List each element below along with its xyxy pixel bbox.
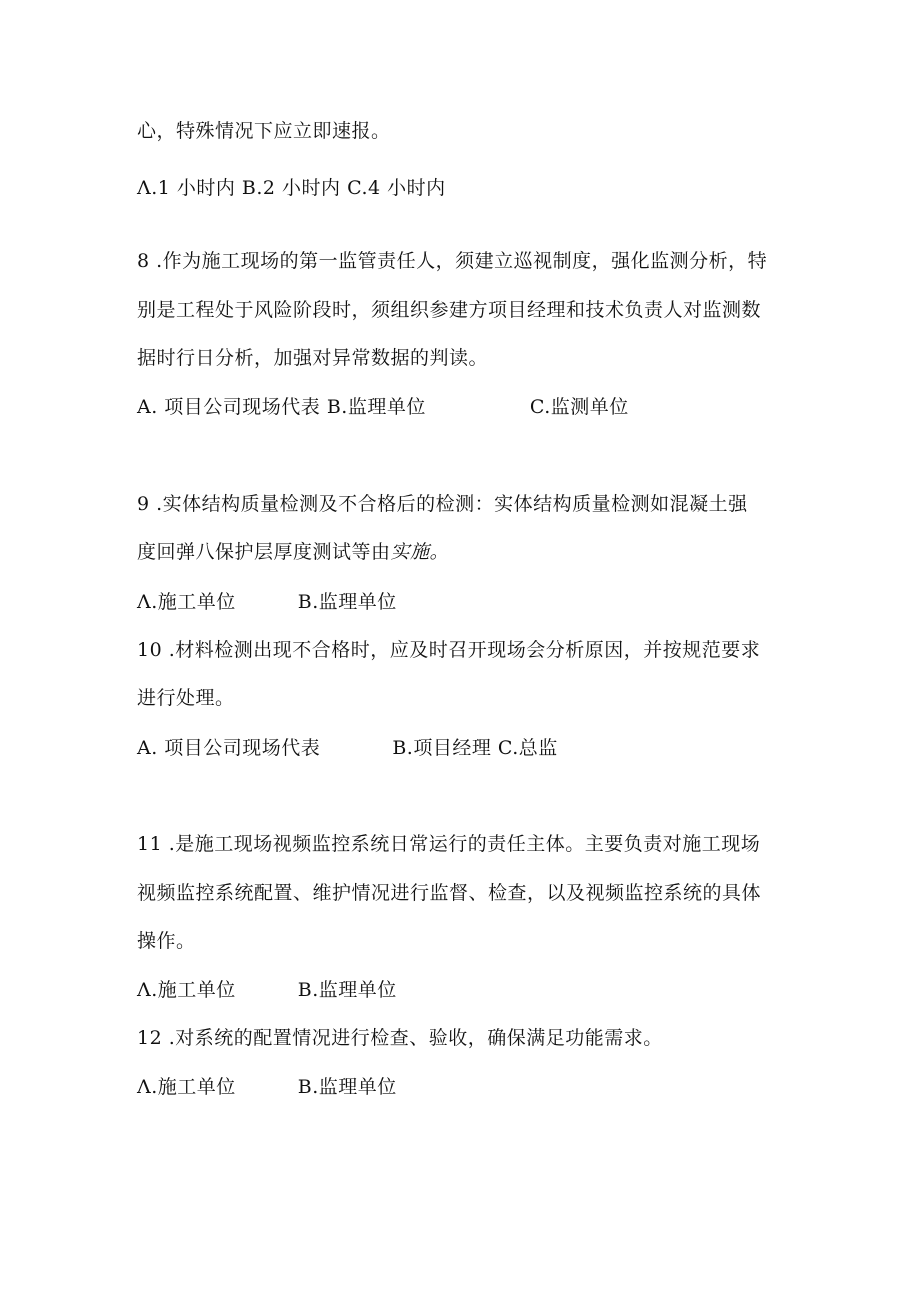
question-10-option-a: A. 项目公司现场代表 [137, 737, 321, 759]
question-10-option-b-c: B.项目经理 C.总监 [392, 737, 558, 759]
question-11-option-a: Λ.施工单位 [137, 979, 236, 1001]
question-12-options [137, 1073, 397, 1101]
question-10-line-2: 进行处理。 [137, 687, 235, 709]
question-11-line-1: 11 .是施工现场视频监控系统日常运行的责任主体。主要负责对施工现场 [137, 833, 761, 855]
question-9-line-1: 9 .实体结构质量检测及不合格后的检测：实体结构质量检测如混凝土强 [137, 493, 748, 515]
question-9-options [137, 588, 397, 616]
intro-text: 心，特殊情况下应立即速报。 [137, 120, 391, 142]
question-8-line-1: 8 .作为施工现场的第一监管责任人，须建立巡视制度，强化监测分析，特 [137, 250, 768, 272]
question-11-option-b: B.监理单位 [297, 979, 397, 1001]
question-11-options [137, 976, 397, 1004]
question-9-italic-tail: 实施。 [390, 541, 450, 563]
question-8-option-c: C.监测单位 [529, 396, 629, 418]
question-8-options [137, 393, 629, 421]
question-9-option-a: Λ.施工单位 [137, 591, 236, 613]
question-8-line-3: 据时行日分析，加强对异常数据的判读。 [137, 347, 489, 369]
question-9-option-b: B.监理单位 [297, 591, 397, 613]
question-10-options [137, 734, 558, 762]
question-11-line-3: 操作。 [137, 930, 196, 952]
question-12-option-a: Λ.施工单位 [137, 1076, 236, 1098]
question-9-line-2 [137, 538, 449, 566]
question-8-line-2: 别是工程处于风险阶段时，须组织参建方项目经理和技术负责人对监测数 [137, 299, 762, 321]
question-12-option-b: B.监理单位 [297, 1076, 397, 1098]
question-9-line-2-text: 度回弹八保护层厚度测试等由 [137, 541, 391, 563]
question-11-line-2: 视频监控系统配置、维护情况进行监督、检查，以及视频监控系统的具体 [137, 882, 762, 904]
question-8-option-a-b: A. 项目公司现场代表 B.监理单位 [137, 396, 426, 418]
intro-options: Λ.1 小时内 B.2 小时内 C.4 小时内 [137, 177, 446, 199]
question-10-line-1: 10 .材料检测出现不合格时，应及时召开现场会分析原因，并按规范要求 [137, 639, 761, 661]
question-12-line-1: 12 .对系统的配置情况进行检查、验收，确保满足功能需求。 [137, 1027, 663, 1049]
